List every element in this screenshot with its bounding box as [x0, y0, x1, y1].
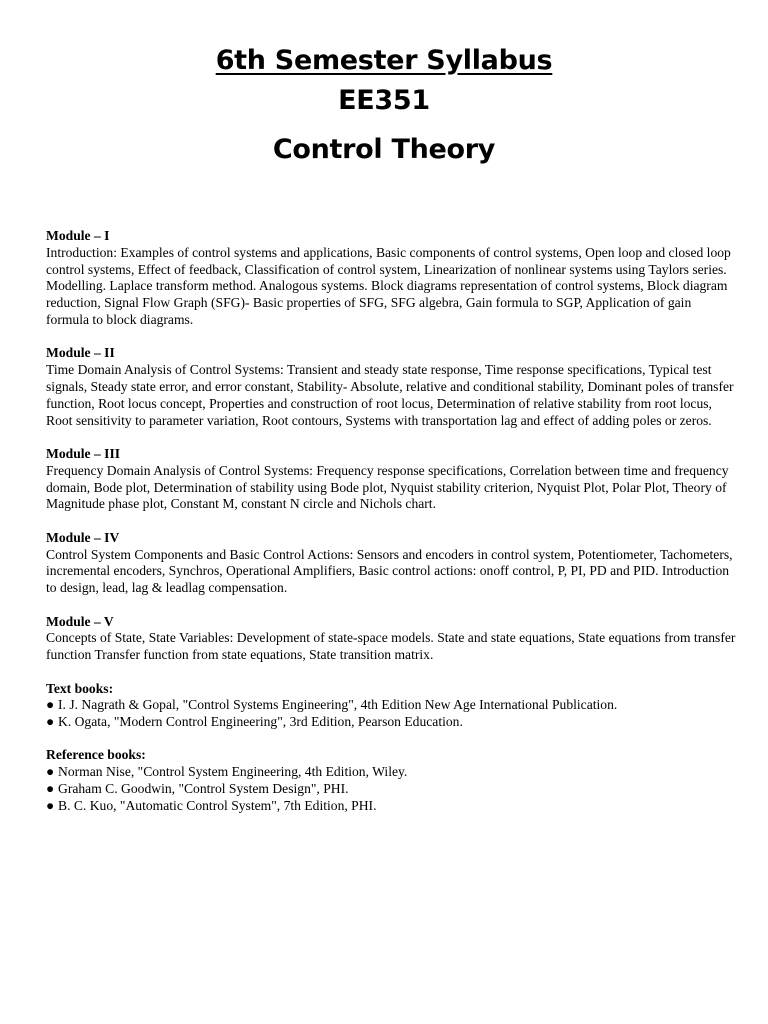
- course-code: EE351: [338, 85, 430, 116]
- reference-books-heading: Reference books:: [46, 747, 146, 763]
- reference-book-item: [46, 781, 736, 798]
- book-citation: Norman Nise, "Control System Engineering, 4th Edition, Wiley.: [58, 764, 408, 780]
- bullet-icon: ●: [46, 797, 55, 813]
- reference-book-item: [46, 764, 736, 781]
- module-2: [46, 345, 736, 429]
- module-description: Time Domain Analysis of Control Systems: Transient and steady state response, Time response specifications, Typical test signals, Steady state error, and error constant, Stability- Absolute, relative and conditional stability, Dominant poles of transfer function, Root locus concept, Properties and construction of root locus, Determination of relative stability from root locus, Root sensitivity to parameter variation, Root contours, Systems with transportation lag and effect of adding poles or zeros.: [46, 362, 734, 428]
- text-book-item: [46, 697, 736, 714]
- text-books-section: [46, 681, 736, 731]
- module-heading: Module – V: [46, 613, 114, 629]
- module-description: Concepts of State, State Variables: Development of state-space models. State and state equations, State equations from transfer function Transfer function from state equations, State transition matrix.: [46, 630, 736, 663]
- bullet-icon: ●: [46, 764, 55, 780]
- text-book-item: [46, 714, 736, 731]
- module-description: Control System Components and Basic Control Actions: Sensors and encoders in control system, Potentiometer, Tachometers, incremental encoders, Synchros, Operational Amplifiers, Basic control actions: onoff control, P, PI, PD and PID. Introduction to design, lead, lag & leadlag compensation.: [46, 546, 733, 596]
- bullet-icon: ●: [46, 714, 55, 730]
- book-citation: Graham C. Goodwin, "Control System Design", PHI.: [58, 781, 349, 797]
- reference-books-section: [46, 747, 736, 814]
- syllabus-content: [46, 228, 736, 831]
- module-description: Introduction: Examples of control systems and applications, Basic components of control systems, Open loop and closed loop control systems, Effect of feedback, Classification of control system, Linearization of nonlinear systems using Taylors series. Modelling. Laplace transform method. Analogous systems. Block diagrams representation of control systems, Block diagram reduction, Signal Flow Graph (SFG)- Basic properties of SFG, SFG algebra, Gain formula to SGP, Application of gain formula to block diagrams.: [46, 244, 731, 327]
- module-4: [46, 530, 736, 597]
- document-title: 6th Semester Syllabus: [215, 45, 553, 76]
- reference-book-item: [46, 798, 736, 815]
- module-heading: Module – I: [46, 228, 110, 243]
- book-citation: B. C. Kuo, "Automatic Control System", 7th Edition, PHI.: [58, 797, 377, 813]
- bullet-icon: ●: [46, 697, 55, 713]
- text-books-heading: Text books:: [46, 680, 114, 696]
- module-heading: Module – IV: [46, 529, 120, 545]
- course-subject: Control Theory: [272, 134, 496, 165]
- module-1: [46, 228, 736, 329]
- bullet-icon: ●: [46, 781, 55, 797]
- book-citation: K. Ogata, "Modern Control Engineering", 3rd Edition, Pearson Education.: [58, 714, 463, 730]
- module-5: [46, 614, 736, 664]
- book-citation: I. J. Nagrath & Gopal, "Control Systems Engineering", 4th Edition New Age International Publication.: [58, 697, 618, 713]
- module-heading: Module – III: [46, 445, 121, 461]
- module-3: [46, 446, 736, 513]
- module-description: Frequency Domain Analysis of Control Systems: Frequency response specifications, Correlation between time and frequency domain, Bode plot, Determination of stability using Bode plot, Nyquist stability criterion, Nyquist Plot, Polar Plot, Theory of Magnitude phase plot, Constant M, constant N circle and Nichols chart.: [46, 462, 729, 512]
- module-heading: Module – II: [46, 345, 115, 361]
